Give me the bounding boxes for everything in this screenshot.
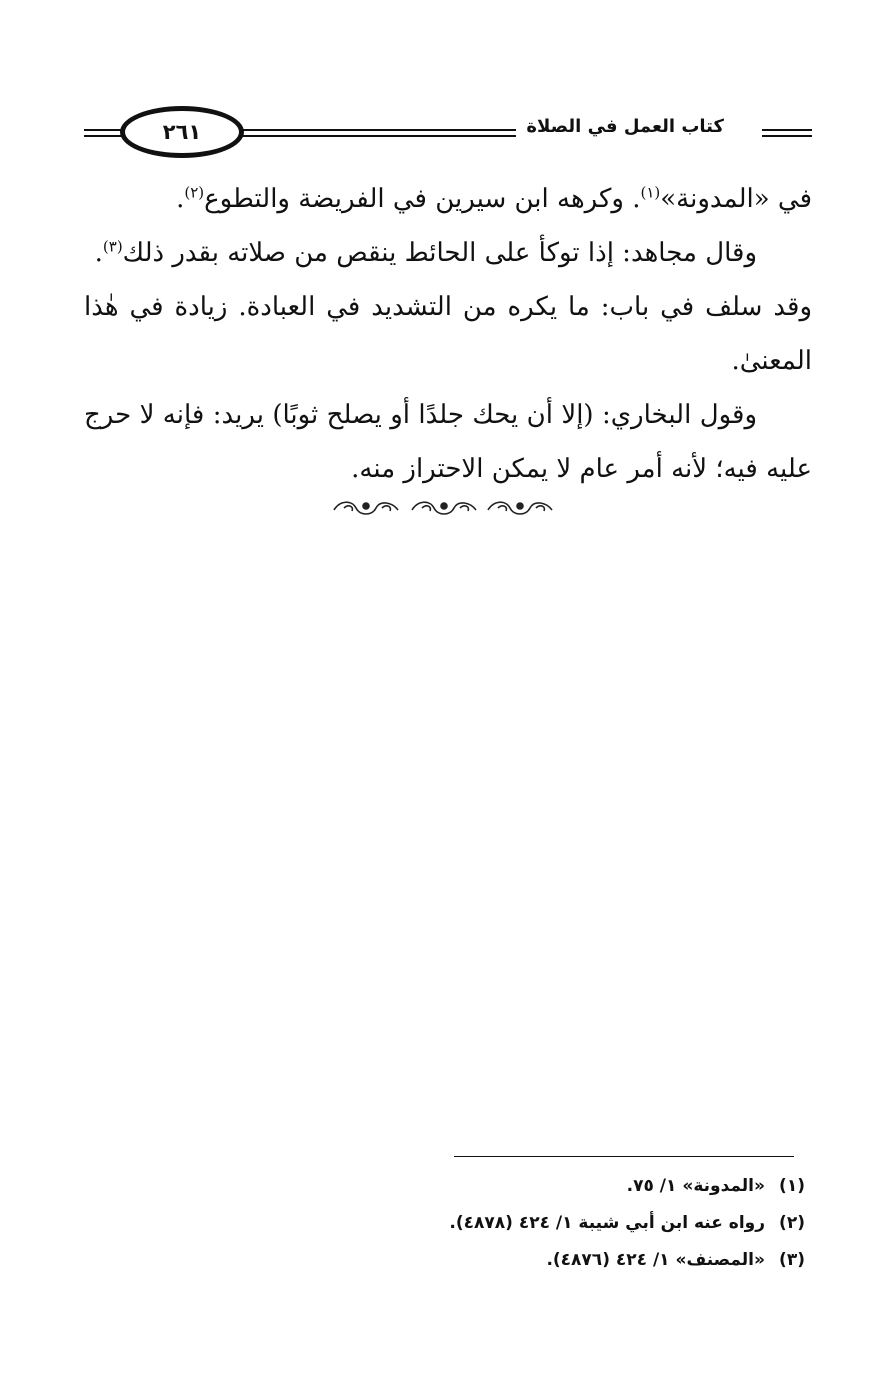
footnote-ref-2[interactable]: (٢) — [184, 183, 205, 202]
page-number: ٢٦١ — [120, 106, 244, 158]
paragraph-1 — [84, 172, 812, 226]
paragraph-2 — [84, 226, 812, 280]
footnote-text: «المصنف» ١/ ٤٢٤ (٤٨٧٦). — [546, 1250, 765, 1270]
footnote-ref-3[interactable]: (٣) — [102, 237, 123, 256]
paragraph-3: وقد سلف في باب: ما يكره من التشديد في العبادة. زيادة في هٰذا المعنىٰ. — [84, 292, 812, 376]
footnote-text: رواه عنه ابن أبي شيبة ١/ ٤٢٤ (٤٨٧٨). — [449, 1213, 765, 1233]
paragraph-2-text-a: وقال مجاهد: إذا توكأ على الحائط ينقص من صلاته بقدر ذلك — [122, 238, 757, 268]
page-header — [84, 104, 812, 164]
header-rule-left-bottom — [84, 135, 124, 137]
paragraph-1-text-b: . وكرهه ابن سيرين في الفريضة والتطوع — [204, 184, 641, 214]
header-rule-left-top — [84, 129, 124, 131]
footnote-3 — [305, 1242, 805, 1279]
floral-divider-icon — [330, 494, 555, 522]
header-rule-right-bottom — [762, 135, 812, 137]
footnote-marker[interactable]: (٢) — [779, 1213, 805, 1233]
main-text — [84, 172, 812, 496]
paragraph-4: وقول البخاري: (إلا أن يحك جلدًا أو يصلح ثوبًا) يريد: فإنه لا حرج عليه فيه؛ لأنه أمر عام لا يمكن الاحتراز منه. — [84, 400, 812, 484]
paragraph-1-text-a: في «المدونة» — [660, 184, 812, 214]
paragraph-1-text-c: . — [176, 184, 185, 214]
footnote-marker[interactable]: (٣) — [779, 1250, 805, 1270]
footnotes — [305, 1168, 805, 1279]
footnote-ref-1[interactable]: (١) — [640, 183, 661, 202]
footnote-text: «المدونة» ١/ ٧٥. — [626, 1176, 765, 1196]
running-title: كتاب العمل في الصلاة — [516, 116, 734, 137]
ornament-motif-center — [412, 502, 476, 514]
footnote-2 — [305, 1205, 805, 1242]
footnote-separator — [454, 1156, 794, 1157]
ornament-motif-right — [488, 502, 552, 514]
paragraph-2-text-b: . — [94, 238, 103, 268]
ornament-motif-left — [334, 502, 398, 514]
header-rule-right-top — [762, 129, 812, 131]
footnote-1 — [305, 1168, 805, 1205]
footnote-marker[interactable]: (١) — [779, 1176, 805, 1196]
